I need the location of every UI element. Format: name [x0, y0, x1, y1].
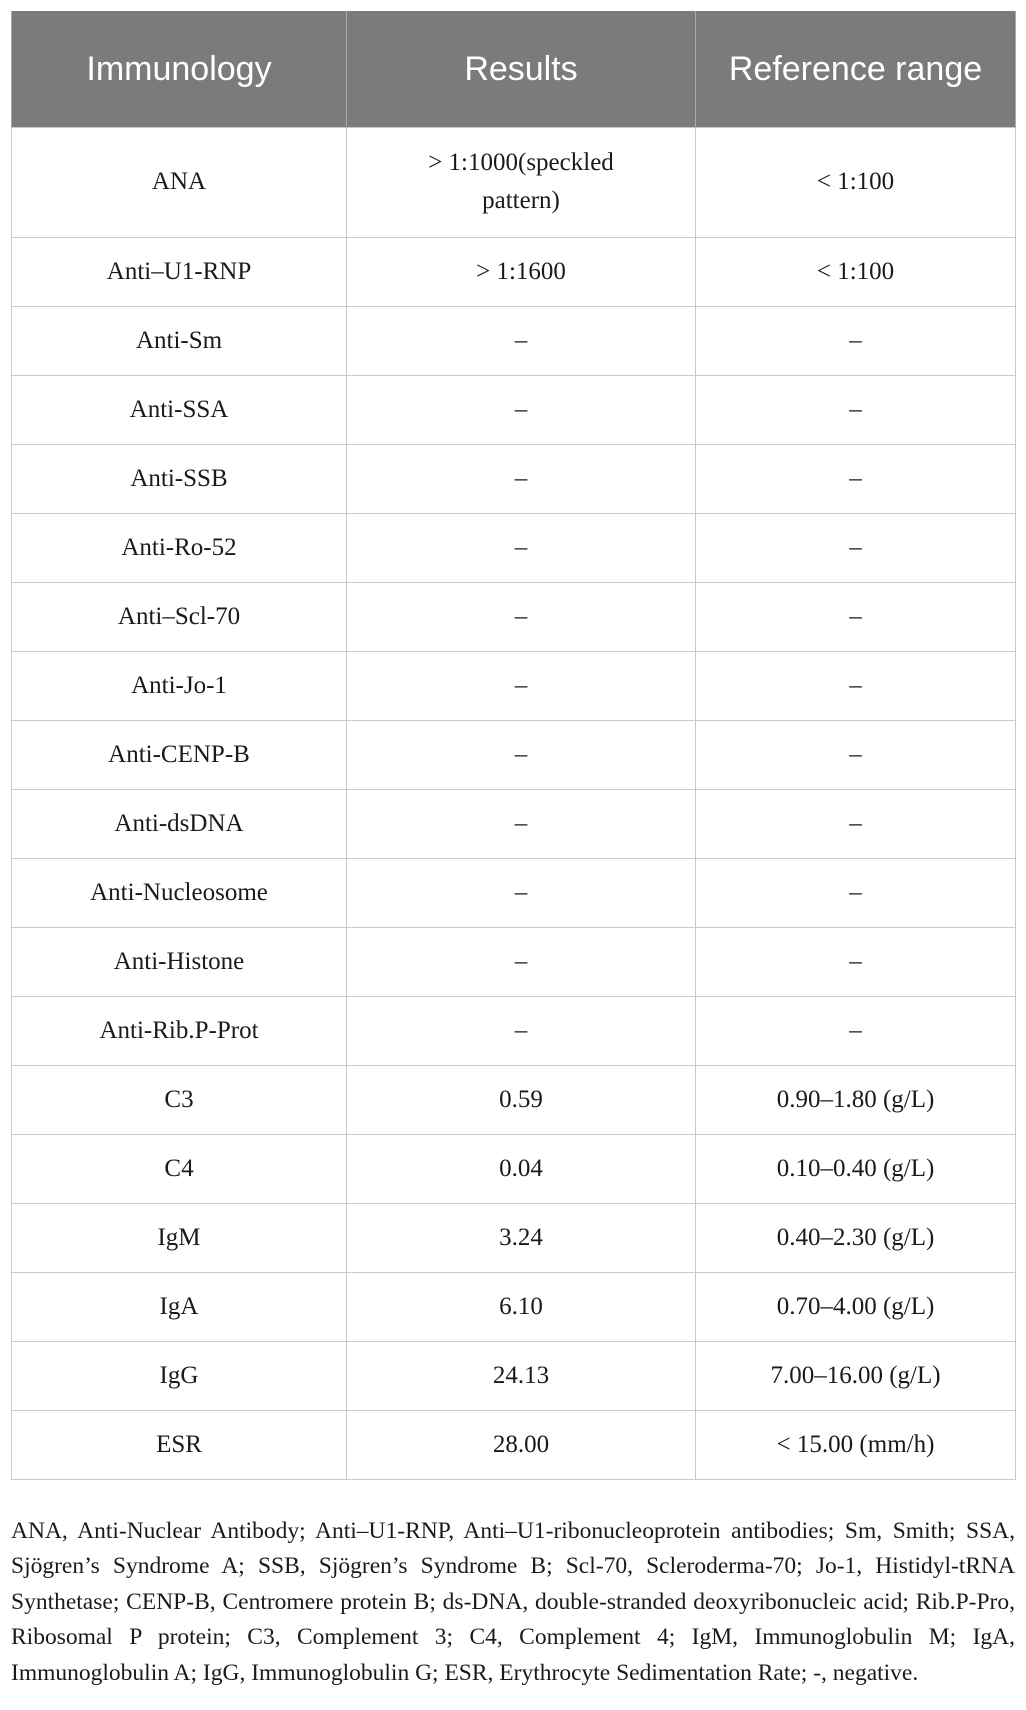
table-row: [12, 927, 1016, 996]
test-name-cell: Anti–U1-RNP: [12, 237, 347, 306]
result-cell: –: [347, 582, 696, 651]
result-cell: –: [347, 444, 696, 513]
test-name-cell: IgM: [12, 1203, 347, 1272]
reference-range-cell: 7.00–16.00 (g/L): [696, 1341, 1016, 1410]
table-body: [12, 127, 1016, 1479]
table-row: [12, 1065, 1016, 1134]
immunology-table-container: [11, 11, 1015, 1480]
table-row: [12, 720, 1016, 789]
result-cell: –: [347, 513, 696, 582]
table-row: [12, 651, 1016, 720]
reference-range-cell: –: [696, 651, 1016, 720]
reference-range-cell: < 15.00 (mm/h): [696, 1410, 1016, 1479]
result-cell: 3.24: [347, 1203, 696, 1272]
test-name-cell: Anti-Nucleosome: [12, 858, 347, 927]
reference-range-cell: 0.40–2.30 (g/L): [696, 1203, 1016, 1272]
test-name-cell: Anti-dsDNA: [12, 789, 347, 858]
test-name-cell: Anti-Ro-52: [12, 513, 347, 582]
reference-range-cell: 0.70–4.00 (g/L): [696, 1272, 1016, 1341]
result-cell: –: [347, 720, 696, 789]
test-name-cell: ESR: [12, 1410, 347, 1479]
table-row: [12, 444, 1016, 513]
reference-range-cell: –: [696, 927, 1016, 996]
reference-range-cell: –: [696, 582, 1016, 651]
header-results: Results: [347, 11, 696, 127]
result-cell: –: [347, 858, 696, 927]
table-row: [12, 1410, 1016, 1479]
table-footnote: ANA, Anti-Nuclear Antibody; Anti–U1-RNP, Anti–U1-ribonucleoprotein antibodies; Sm, Smith; SSA, Sjögren’s Syndrome A; SSB, Sjögren’s Syndrome B; Scl-70, Scleroderma-70; Jo-1, Histidyl-tRNA Synthetase; CENP-B, Centromere protein B; ds-DNA, double-stranded deoxyribonucleic acid; Rib.P-Pro, Ribosomal P protein; C3, Complement 3; C4, Complement 4; IgM, Immunoglobulin M; IgA, Immunoglobulin A; IgG, Immunoglobulin G; ESR, Erythrocyte Sedimentation Rate; -, negative.: [11, 1517, 1015, 1686]
table-row: [12, 996, 1016, 1065]
result-cell: –: [347, 375, 696, 444]
reference-range-cell: –: [696, 996, 1016, 1065]
table-row: [12, 306, 1016, 375]
result-cell: 6.10: [347, 1272, 696, 1341]
reference-range-cell: 0.90–1.80 (g/L): [696, 1065, 1016, 1134]
reference-range-cell: –: [696, 375, 1016, 444]
result-cell: –: [347, 996, 696, 1065]
table-row: [12, 789, 1016, 858]
table-row: [12, 858, 1016, 927]
table-row: [12, 375, 1016, 444]
immunology-table: [11, 11, 1016, 1480]
test-name-cell: C4: [12, 1134, 347, 1203]
result-cell: 28.00: [347, 1410, 696, 1479]
reference-range-cell: –: [696, 513, 1016, 582]
test-name-cell: Anti-CENP-B: [12, 720, 347, 789]
table-row: [12, 1134, 1016, 1203]
header-immunology: Immunology: [12, 11, 347, 127]
reference-range-cell: < 1:100: [696, 237, 1016, 306]
result-cell: > 1:1000(speckled pattern): [347, 127, 696, 237]
result-cell: 24.13: [347, 1341, 696, 1410]
table-row: [12, 1203, 1016, 1272]
table-row: [12, 1341, 1016, 1410]
result-cell: –: [347, 927, 696, 996]
test-name-cell: IgG: [12, 1341, 347, 1410]
test-name-cell: ANA: [12, 127, 347, 237]
test-name-cell: C3: [12, 1065, 347, 1134]
table-row: [12, 127, 1016, 237]
test-name-cell: Anti-SSA: [12, 375, 347, 444]
result-cell: 0.04: [347, 1134, 696, 1203]
reference-range-cell: –: [696, 858, 1016, 927]
test-name-cell: IgA: [12, 1272, 347, 1341]
reference-range-cell: –: [696, 720, 1016, 789]
table-row: [12, 582, 1016, 651]
result-cell: –: [347, 306, 696, 375]
test-name-cell: Anti–Scl-70: [12, 582, 347, 651]
test-name-cell: Anti-Jo-1: [12, 651, 347, 720]
table-row: [12, 1272, 1016, 1341]
result-cell: –: [347, 651, 696, 720]
result-cell: –: [347, 789, 696, 858]
test-name-cell: Anti-SSB: [12, 444, 347, 513]
test-name-cell: Anti-Sm: [12, 306, 347, 375]
table-row: [12, 513, 1016, 582]
table-row: [12, 237, 1016, 306]
header-row: [12, 11, 1016, 127]
test-name-cell: Anti-Rib.P-Prot: [12, 996, 347, 1065]
reference-range-cell: –: [696, 789, 1016, 858]
reference-range-cell: 0.10–0.40 (g/L): [696, 1134, 1016, 1203]
result-cell: > 1:1600: [347, 237, 696, 306]
reference-range-cell: –: [696, 444, 1016, 513]
reference-range-cell: –: [696, 306, 1016, 375]
reference-range-cell: < 1:100: [696, 127, 1016, 237]
table-header: [12, 11, 1016, 127]
header-reference-range: Reference range: [696, 11, 1016, 127]
test-name-cell: Anti-Histone: [12, 927, 347, 996]
result-cell: 0.59: [347, 1065, 696, 1134]
